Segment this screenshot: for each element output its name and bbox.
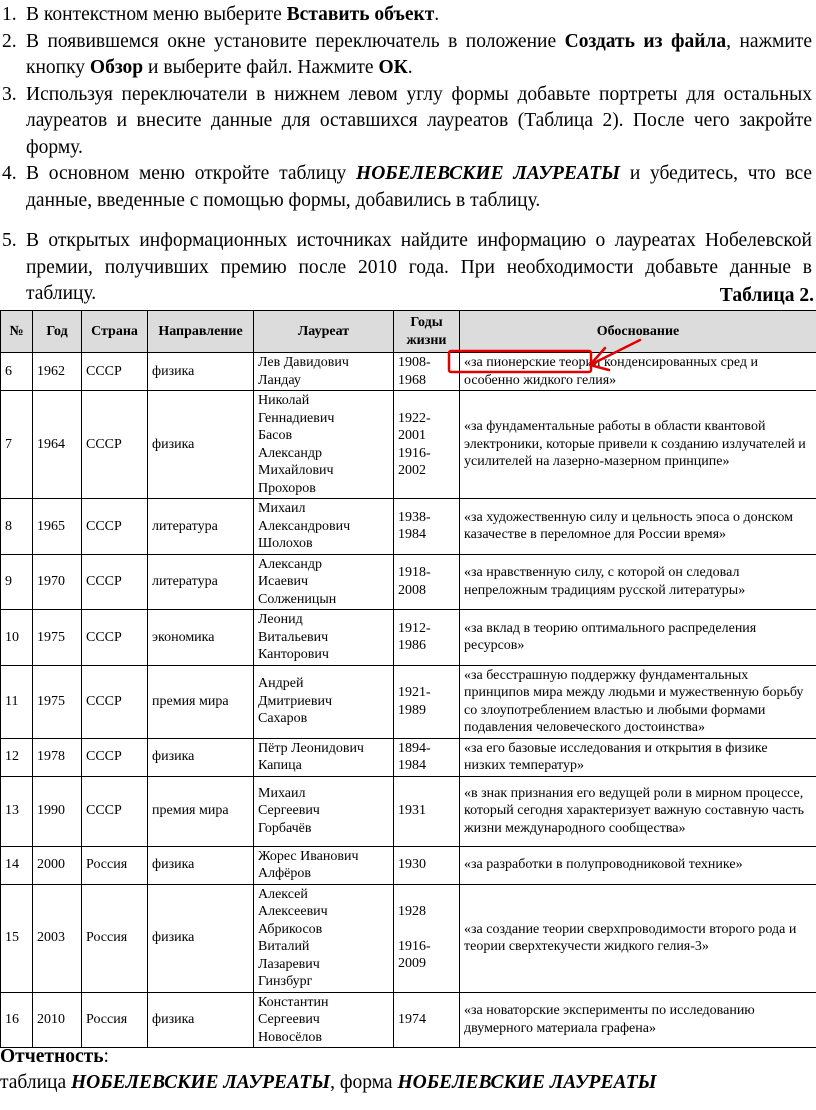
cell-life-years-line: 1922- <box>398 410 431 426</box>
cell-laureate-line: Константин <box>258 994 329 1010</box>
cell-laureate-line: Ландау <box>258 372 301 388</box>
cell-country: СССР <box>82 776 148 846</box>
cell-laureate-line: Александр <box>258 445 322 461</box>
cell-laureate-line: Алексей <box>258 886 308 902</box>
cell-life-years-line: 1968 <box>398 372 426 388</box>
report-heading: Отчетность: <box>0 1046 109 1067</box>
cell-laureate <box>254 391 394 499</box>
cell-life-years <box>394 554 460 610</box>
cell-laureate-line: Михайлович <box>258 463 334 478</box>
table-row <box>1 499 816 555</box>
header-field: Направление <box>148 311 254 353</box>
instruction-step-5: 5. В открытых информационных источниках найдите информацию о лауреатах Нобелевской премии, получивших премию после 2010 года. При необходимости добавьте данные в таблицу. <box>2 230 812 304</box>
cell-laureate-line: Андрей <box>258 676 304 692</box>
cell-laureate <box>254 884 394 992</box>
cell-laureate-line: Шолохов <box>258 536 313 551</box>
cell-life-years-line: 2002 <box>398 463 426 478</box>
header-number: № <box>1 311 33 353</box>
cell-life-years <box>394 738 460 776</box>
cell-year: 2003 <box>33 884 82 992</box>
cell-reason: «в знак признания его ведущей роли в мирном процессе, который сегодня характеризует важную составную часть жизни международного сообщества» <box>460 776 816 846</box>
cell-field: экономика <box>148 610 254 666</box>
header-country: Страна <box>82 311 148 353</box>
cell-laureate-line: Николай <box>258 393 310 408</box>
cell-laureate-line: Капица <box>258 758 302 773</box>
cell-reason: «за фундаментальные работы в области квантовой электроники, которые привели к созданию излучателей и усилителей на лазерно-мазерном принципе» <box>460 391 816 499</box>
cell-number: 11 <box>1 665 33 738</box>
cell-reason: «за художественную силу и цельность эпоса о донском казачестве в переломное для России время» <box>460 499 816 555</box>
cell-reason: «за вклад в теорию оптимального распределения ресурсов» <box>460 610 816 666</box>
cell-laureate-line: Лев Давидович <box>258 355 349 370</box>
cell-laureate-line: Михаил <box>258 501 306 516</box>
cell-laureate <box>254 992 394 1048</box>
header-laureate: Лауреат <box>254 311 394 353</box>
table-header-row <box>1 311 816 353</box>
cell-life-years-line: 1921- <box>398 685 431 700</box>
cell-field: физика <box>148 353 254 391</box>
cell-life-years <box>394 884 460 992</box>
cell-reason: «за разработки в полупроводниковой технике» <box>460 846 816 884</box>
instruction-step-2: 2. В появившемся окне установите переключатель в положение Создать из файла, нажмите кнопку Обзор и выберите файл. Нажмите ОК. <box>2 30 813 78</box>
cell-life-years <box>394 353 460 391</box>
cell-laureate-line: Сергеевич <box>258 1012 320 1027</box>
cell-laureate-line: Александр <box>258 556 322 572</box>
cell-year: 1965 <box>33 499 82 555</box>
cell-laureate <box>254 776 394 846</box>
laureates-table <box>0 310 816 1048</box>
cell-country: СССР <box>82 391 148 499</box>
table-row <box>1 846 816 884</box>
cell-laureate-line: Александрович <box>258 518 351 534</box>
cell-life-years-line: 1974 <box>398 1012 426 1027</box>
report-footer <box>0 1044 657 1096</box>
cell-number: 16 <box>1 992 33 1048</box>
cell-life-years-line: 1908- <box>398 355 431 370</box>
cell-country: СССР <box>82 499 148 555</box>
cell-laureate-line: Пётр Леонидович <box>258 740 364 756</box>
cell-reason: «за нравственную силу, с которой он следовал непреложным традициям русской литературы» <box>460 554 816 610</box>
cell-laureate-line: Новосёлов <box>258 1029 322 1045</box>
cell-life-years-line: 1916- <box>398 938 431 954</box>
cell-laureate-line: Солженицын <box>258 591 337 607</box>
cell-life-years-line: 1986 <box>398 638 426 654</box>
table-row <box>1 884 816 992</box>
cell-laureate-line: Абрикосов <box>258 921 323 937</box>
cell-life-years <box>394 776 460 846</box>
cell-reason: «за новаторские эксперименты по исследованию двумерного материала графена» <box>460 992 816 1048</box>
cell-laureate-line: Геннадиевич <box>258 410 335 426</box>
cell-year: 1962 <box>33 353 82 391</box>
cell-laureate-line: Прохоров <box>258 480 316 496</box>
cell-life-years-line: 1912- <box>398 620 431 636</box>
cell-laureate <box>254 499 394 555</box>
cell-life-years-line: 2008 <box>398 582 426 598</box>
cell-field: премия мира <box>148 776 254 846</box>
cell-life-years <box>394 499 460 555</box>
cell-country: СССР <box>82 554 148 610</box>
cell-country: Россия <box>82 846 148 884</box>
cell-life-years-line: 2001 <box>398 428 426 443</box>
cell-life-years-line: 1930 <box>398 857 426 873</box>
cell-laureate-line: Алфёров <box>258 866 311 881</box>
cell-number: 9 <box>1 554 33 610</box>
cell-country: СССР <box>82 610 148 666</box>
cell-year: 1975 <box>33 665 82 738</box>
cell-life-years-line: 1916- <box>398 445 431 461</box>
cell-field: физика <box>148 992 254 1048</box>
cell-country: Россия <box>82 884 148 992</box>
cell-country: СССР <box>82 353 148 391</box>
cell-laureate-line: Леонид <box>258 612 303 627</box>
instruction-step-4: 4. В основном меню откройте таблицу НОБЕЛЕВСКИЕ ЛАУРЕАТЫ и убедитесь, что все данные, введенные с помощью формы, добавились в таблицу. <box>2 163 812 211</box>
cell-life-years-line: 1928 <box>398 904 426 920</box>
instruction-step-1: 1. В контекстном меню выберите Вставить объект. <box>2 4 440 25</box>
cell-number: 10 <box>1 610 33 666</box>
cell-laureate <box>254 738 394 776</box>
cell-reason: «за пионерские теории конденсированных сред и особенно жидкого гелия» <box>460 353 816 391</box>
cell-life-years-line: 2009 <box>398 956 426 972</box>
cell-field: физика <box>148 846 254 884</box>
cell-country: Россия <box>82 992 148 1048</box>
cell-field: литература <box>148 554 254 610</box>
cell-life-years-line: 1918- <box>398 565 431 581</box>
cell-laureate-line: Исаевич <box>258 574 309 589</box>
cell-country: СССР <box>82 738 148 776</box>
cell-reason: «за создание теории сверхпроводимости второго рода и теории сверхтекучести жидкого гелия-3» <box>460 884 816 992</box>
cell-laureate-line: Сахаров <box>258 711 308 727</box>
table-row <box>1 610 816 666</box>
cell-field: литература <box>148 499 254 555</box>
cell-number: 13 <box>1 776 33 846</box>
table-row <box>1 738 816 776</box>
cell-year: 1975 <box>33 610 82 666</box>
cell-year: 1970 <box>33 554 82 610</box>
cell-laureate-line: Витальевич <box>258 629 329 645</box>
cell-year: 2010 <box>33 992 82 1048</box>
cell-laureate <box>254 610 394 666</box>
cell-laureate <box>254 554 394 610</box>
cell-field: физика <box>148 738 254 776</box>
instruction-step-3: 3. Используя переключатели в нижнем левом углу формы добавьте портреты для остальных лауреатов и внесите данные для оставшихся лауреатов (Таблица 2). После чего закройте форму. <box>2 83 812 158</box>
cell-laureate-line: Сергеевич <box>258 803 320 819</box>
cell-year: 2000 <box>33 846 82 884</box>
cell-reason: «за его базовые исследования и открытия в физике низких температур» <box>460 738 816 776</box>
cell-life-years <box>394 992 460 1048</box>
cell-life-years <box>394 665 460 738</box>
table-body <box>1 353 816 1048</box>
cell-life-years-line: 1938- <box>398 509 431 525</box>
cell-laureate <box>254 846 394 884</box>
instruction-list <box>0 2 812 308</box>
cell-laureate-line: Алексеевич <box>258 904 328 919</box>
table-row <box>1 665 816 738</box>
cell-life-years-line: 1894- <box>398 740 431 756</box>
header-year: Год <box>33 311 82 353</box>
cell-number: 6 <box>1 353 33 391</box>
cell-laureate <box>254 665 394 738</box>
cell-life-years-line <box>398 921 455 938</box>
table-row <box>1 776 816 846</box>
cell-number: 15 <box>1 884 33 992</box>
cell-number: 14 <box>1 846 33 884</box>
cell-country: СССР <box>82 665 148 738</box>
cell-number: 7 <box>1 391 33 499</box>
cell-life-years <box>394 610 460 666</box>
cell-number: 8 <box>1 499 33 555</box>
table-row <box>1 391 816 499</box>
cell-life-years-line: 1984 <box>398 527 426 543</box>
cell-life-years-line: 1989 <box>398 702 426 718</box>
cell-field: премия мира <box>148 665 254 738</box>
cell-laureate-line: Жорес Иванович <box>258 848 359 864</box>
cell-field: физика <box>148 391 254 499</box>
cell-number: 12 <box>1 738 33 776</box>
report-items: таблица НОБЕЛЕВСКИЕ ЛАУРЕАТЫ, форма НОБЕЛЕВСКИЕ ЛАУРЕАТЫ <box>0 1072 657 1093</box>
cell-life-years-line: 1931 <box>398 803 426 819</box>
cell-laureate-line: Канторович <box>258 647 329 662</box>
table-row <box>1 992 816 1048</box>
cell-laureate <box>254 353 394 391</box>
cell-laureate-line: Михаил <box>258 785 306 801</box>
table-row <box>1 353 816 391</box>
table-row <box>1 554 816 610</box>
cell-reason: «за бесстрашную поддержку фундаментальных принципов мира между людьми и мужественную борьбу со злоупотреблением властью и любыми формами подавления человеческого достоинства» <box>460 665 816 738</box>
cell-field: физика <box>148 884 254 992</box>
cell-laureate-line: Гинзбург <box>258 974 313 989</box>
cell-laureate-line: Дмитриевич <box>258 693 333 709</box>
header-reason: Обоснование <box>460 311 816 353</box>
cell-year: 1990 <box>33 776 82 846</box>
cell-life-years-line: 1984 <box>398 758 426 773</box>
cell-life-years <box>394 391 460 499</box>
cell-laureate-line: Лазаревич <box>258 956 320 972</box>
cell-laureate-line: Горбачёв <box>258 820 312 836</box>
header-life-years: Годы жизни <box>394 311 460 353</box>
cell-year: 1978 <box>33 738 82 776</box>
cell-laureate-line: Виталий <box>258 939 310 954</box>
cell-laureate-line: Басов <box>258 428 293 443</box>
cell-life-years <box>394 846 460 884</box>
table-caption: Таблица 2. <box>719 285 814 306</box>
cell-year: 1964 <box>33 391 82 499</box>
